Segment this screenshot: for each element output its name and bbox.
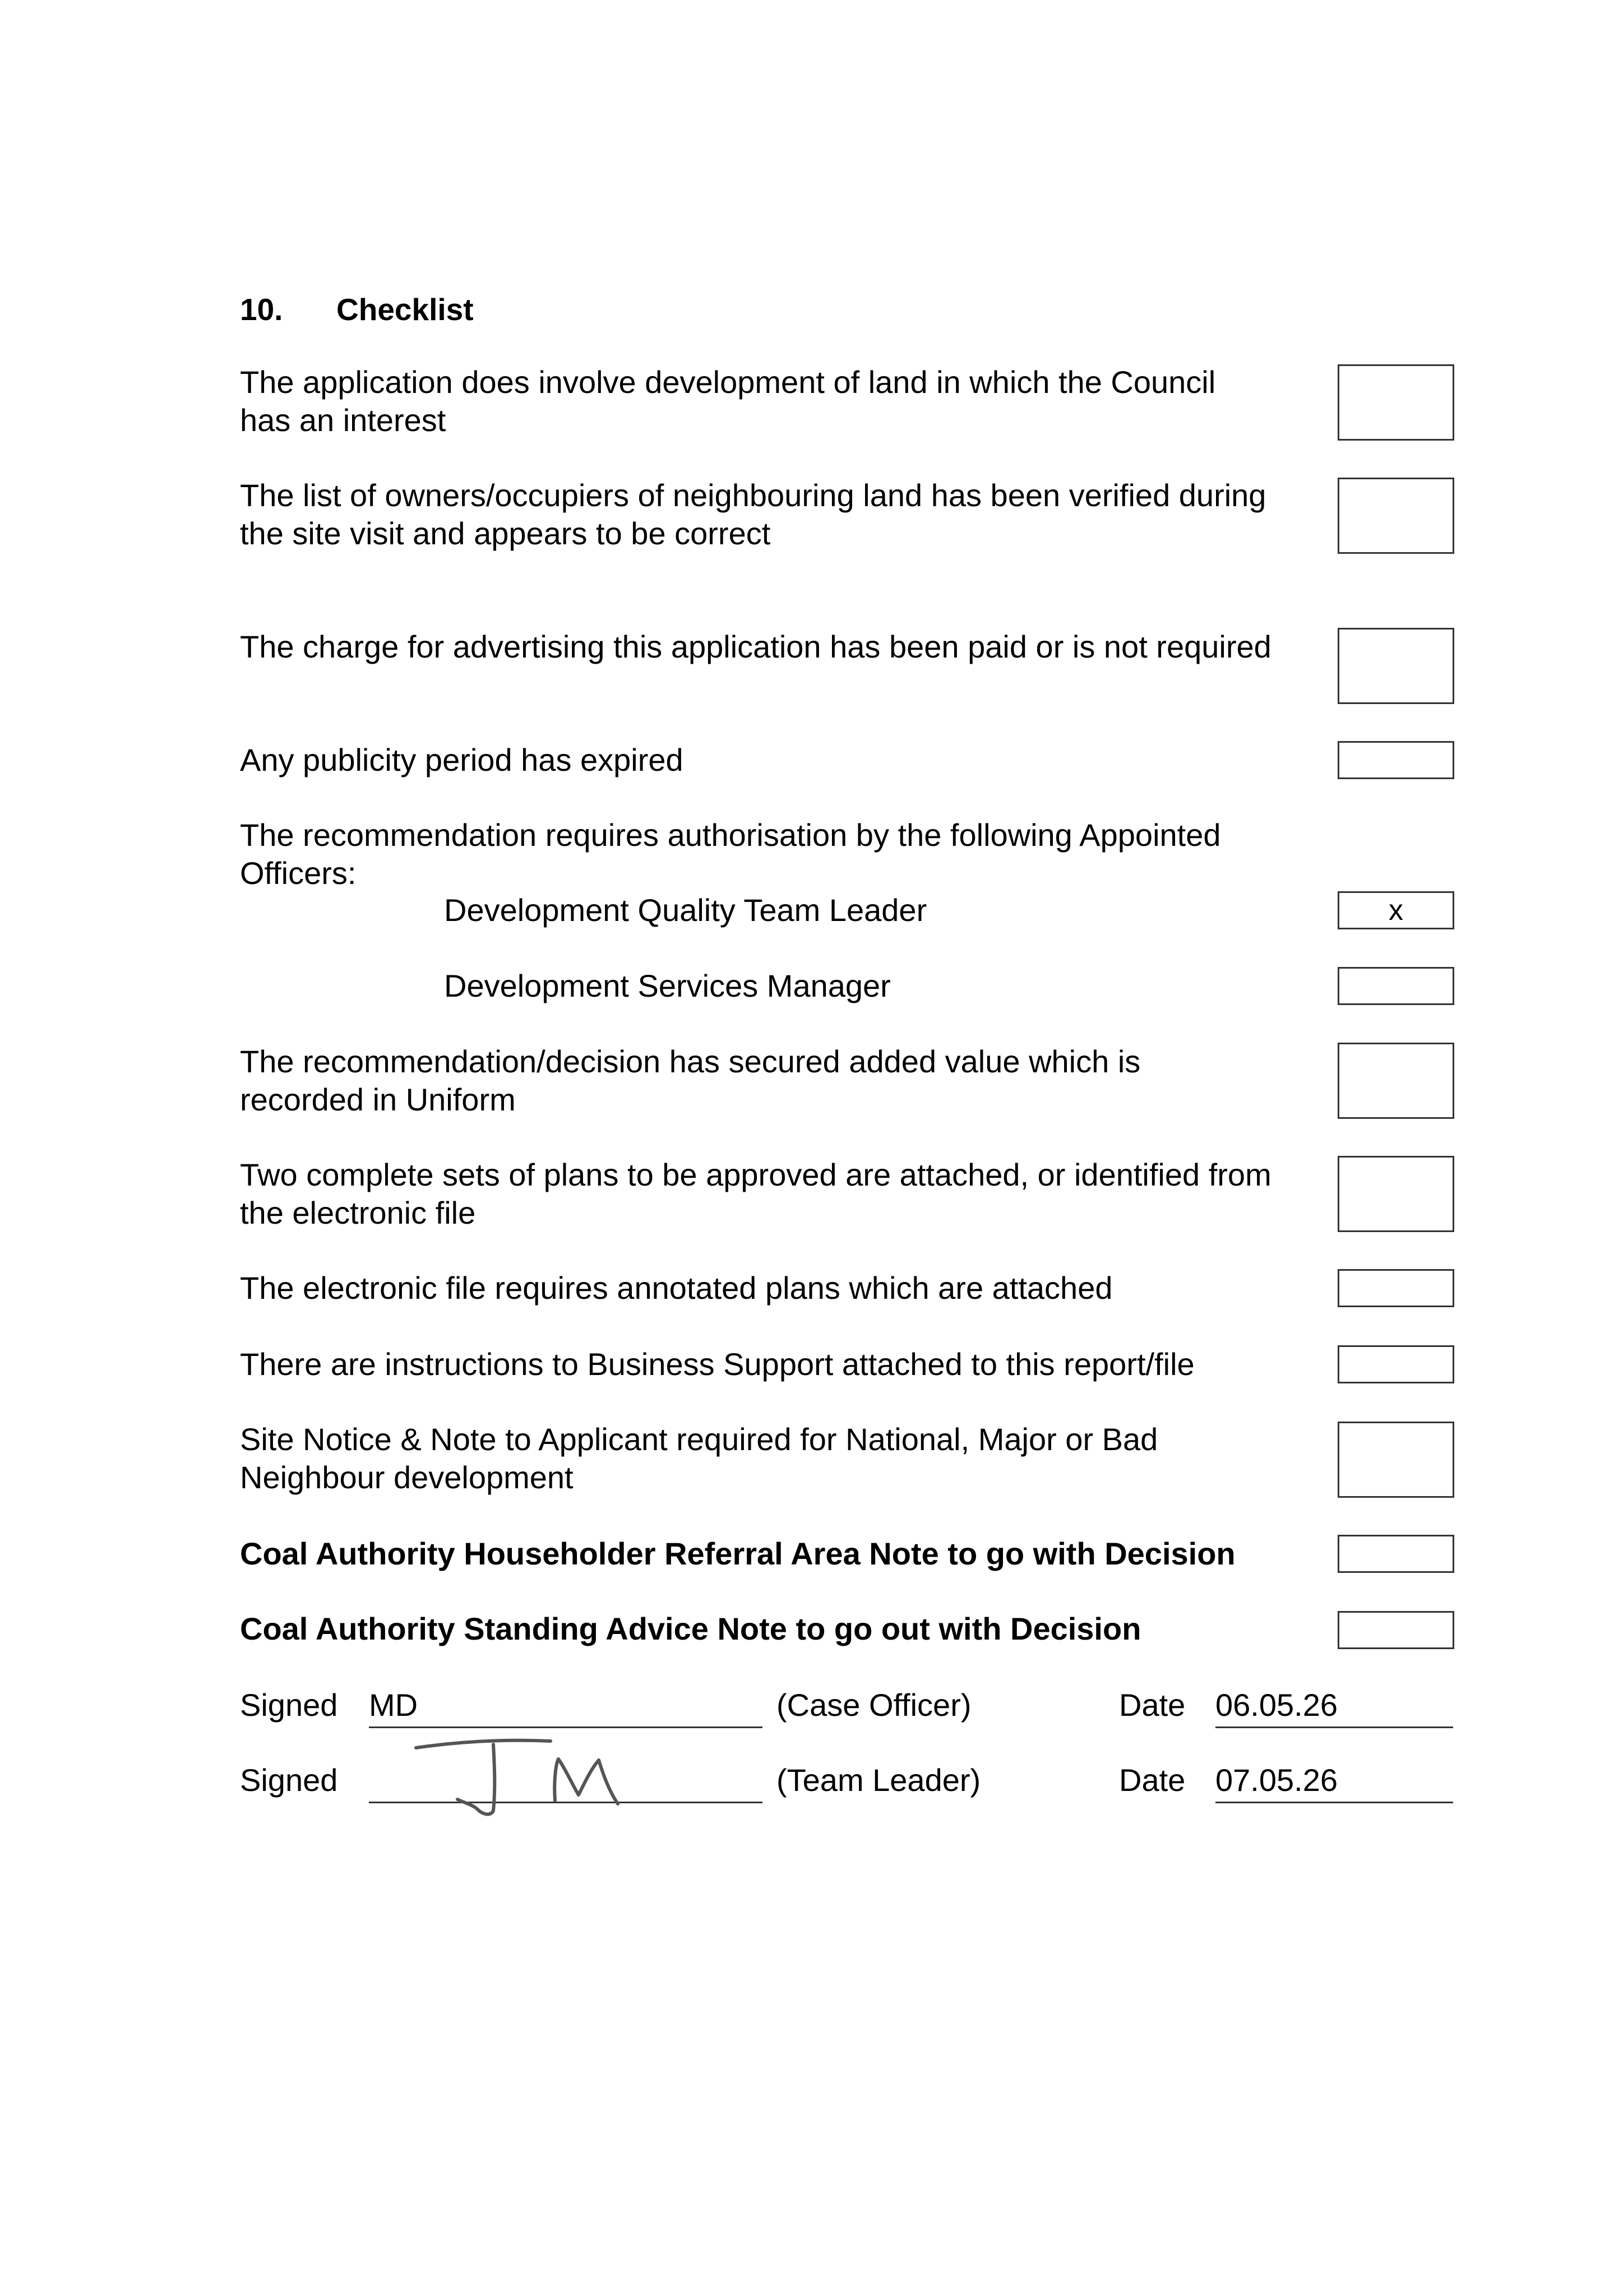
checklist-item-neighbours-verified: The list of owners/occupiers of neighbouring land has been verified during the site visit and appears to be correct xyxy=(240,478,1266,551)
checkbox-annotated-plans[interactable] xyxy=(1338,1269,1454,1307)
checklist-item-publicity-expired: Any publicity period has expired xyxy=(240,742,683,777)
section-heading xyxy=(240,290,474,328)
checklist-item-coal-referral: Coal Authority Householder Referral Area Note to go with Decision xyxy=(240,1536,1236,1571)
signature-row-case-officer xyxy=(0,1686,1623,1731)
signature-value: MD xyxy=(369,1687,418,1723)
checkbox-neighbours-verified[interactable] xyxy=(1338,478,1454,554)
section-number: 10. xyxy=(240,292,283,327)
checkbox-added-value[interactable] xyxy=(1338,1043,1454,1119)
date-label: Date xyxy=(1119,1687,1186,1723)
checklist-item-plans-attached: Two complete sets of plans to be approved are attached, or identified from the electronic file xyxy=(240,1157,1271,1230)
signature-j-stem xyxy=(457,1744,494,1814)
section-title: Checklist xyxy=(336,292,474,327)
checkbox-team-leader[interactable]: x xyxy=(1338,891,1454,929)
date-field-case-officer[interactable] xyxy=(1215,1686,1453,1728)
handwritten-signature xyxy=(404,1732,639,1822)
signed-label: Signed xyxy=(240,1762,338,1798)
checkbox-council-interest[interactable] xyxy=(1338,364,1454,441)
checkbox-plans-attached[interactable] xyxy=(1338,1156,1454,1232)
signature-field-case-officer[interactable] xyxy=(369,1686,762,1728)
checklist-item-authorisation: The recommendation requires authorisation by the following Appointed Officers: xyxy=(240,817,1221,891)
checklist-item-services-manager: Development Services Manager xyxy=(444,968,891,1003)
role-label: (Case Officer) xyxy=(776,1687,972,1723)
date-value: 07.05.26 xyxy=(1215,1762,1338,1798)
date-value: 06.05.26 xyxy=(1215,1687,1338,1723)
signature-m xyxy=(554,1759,618,1804)
signature-j-bar xyxy=(416,1740,551,1748)
role-label: (Team Leader) xyxy=(776,1762,981,1798)
checkbox-site-notice[interactable] xyxy=(1338,1422,1454,1498)
checklist-item-team-leader: Development Quality Team Leader xyxy=(444,892,927,928)
date-label: Date xyxy=(1119,1762,1186,1798)
checklist-item-advertising-charge: The charge for advertising this application has been paid or is not required xyxy=(240,629,1271,664)
checklist-item-coal-advice: Coal Authority Standing Advice Note to go out with Decision xyxy=(240,1611,1141,1646)
checklist-item-business-support: There are instructions to Business Support attached to this report/file xyxy=(240,1346,1195,1382)
signature-row-team-leader xyxy=(0,1761,1623,1806)
checkbox-advertising-charge[interactable] xyxy=(1338,628,1454,704)
date-field-team-leader[interactable] xyxy=(1215,1761,1453,1803)
checkbox-business-support[interactable] xyxy=(1338,1345,1454,1383)
checklist-item-council-interest: The application does involve development of land in which the Council has an interest xyxy=(240,364,1216,438)
checklist-item-site-notice: Site Notice & Note to Applicant required for National, Major or Bad Neighbour development xyxy=(240,1422,1158,1495)
checklist-item-added-value: The recommendation/decision has secured added value which is recorded in Uniform xyxy=(240,1044,1141,1117)
checkbox-services-manager[interactable] xyxy=(1338,967,1454,1005)
checkbox-coal-advice[interactable] xyxy=(1338,1611,1454,1649)
checkbox-publicity-expired[interactable] xyxy=(1338,741,1454,779)
checkbox-coal-referral[interactable] xyxy=(1338,1535,1454,1573)
signed-label: Signed xyxy=(240,1687,338,1723)
checklist-item-annotated-plans: The electronic file requires annotated plans which are attached xyxy=(240,1270,1113,1306)
